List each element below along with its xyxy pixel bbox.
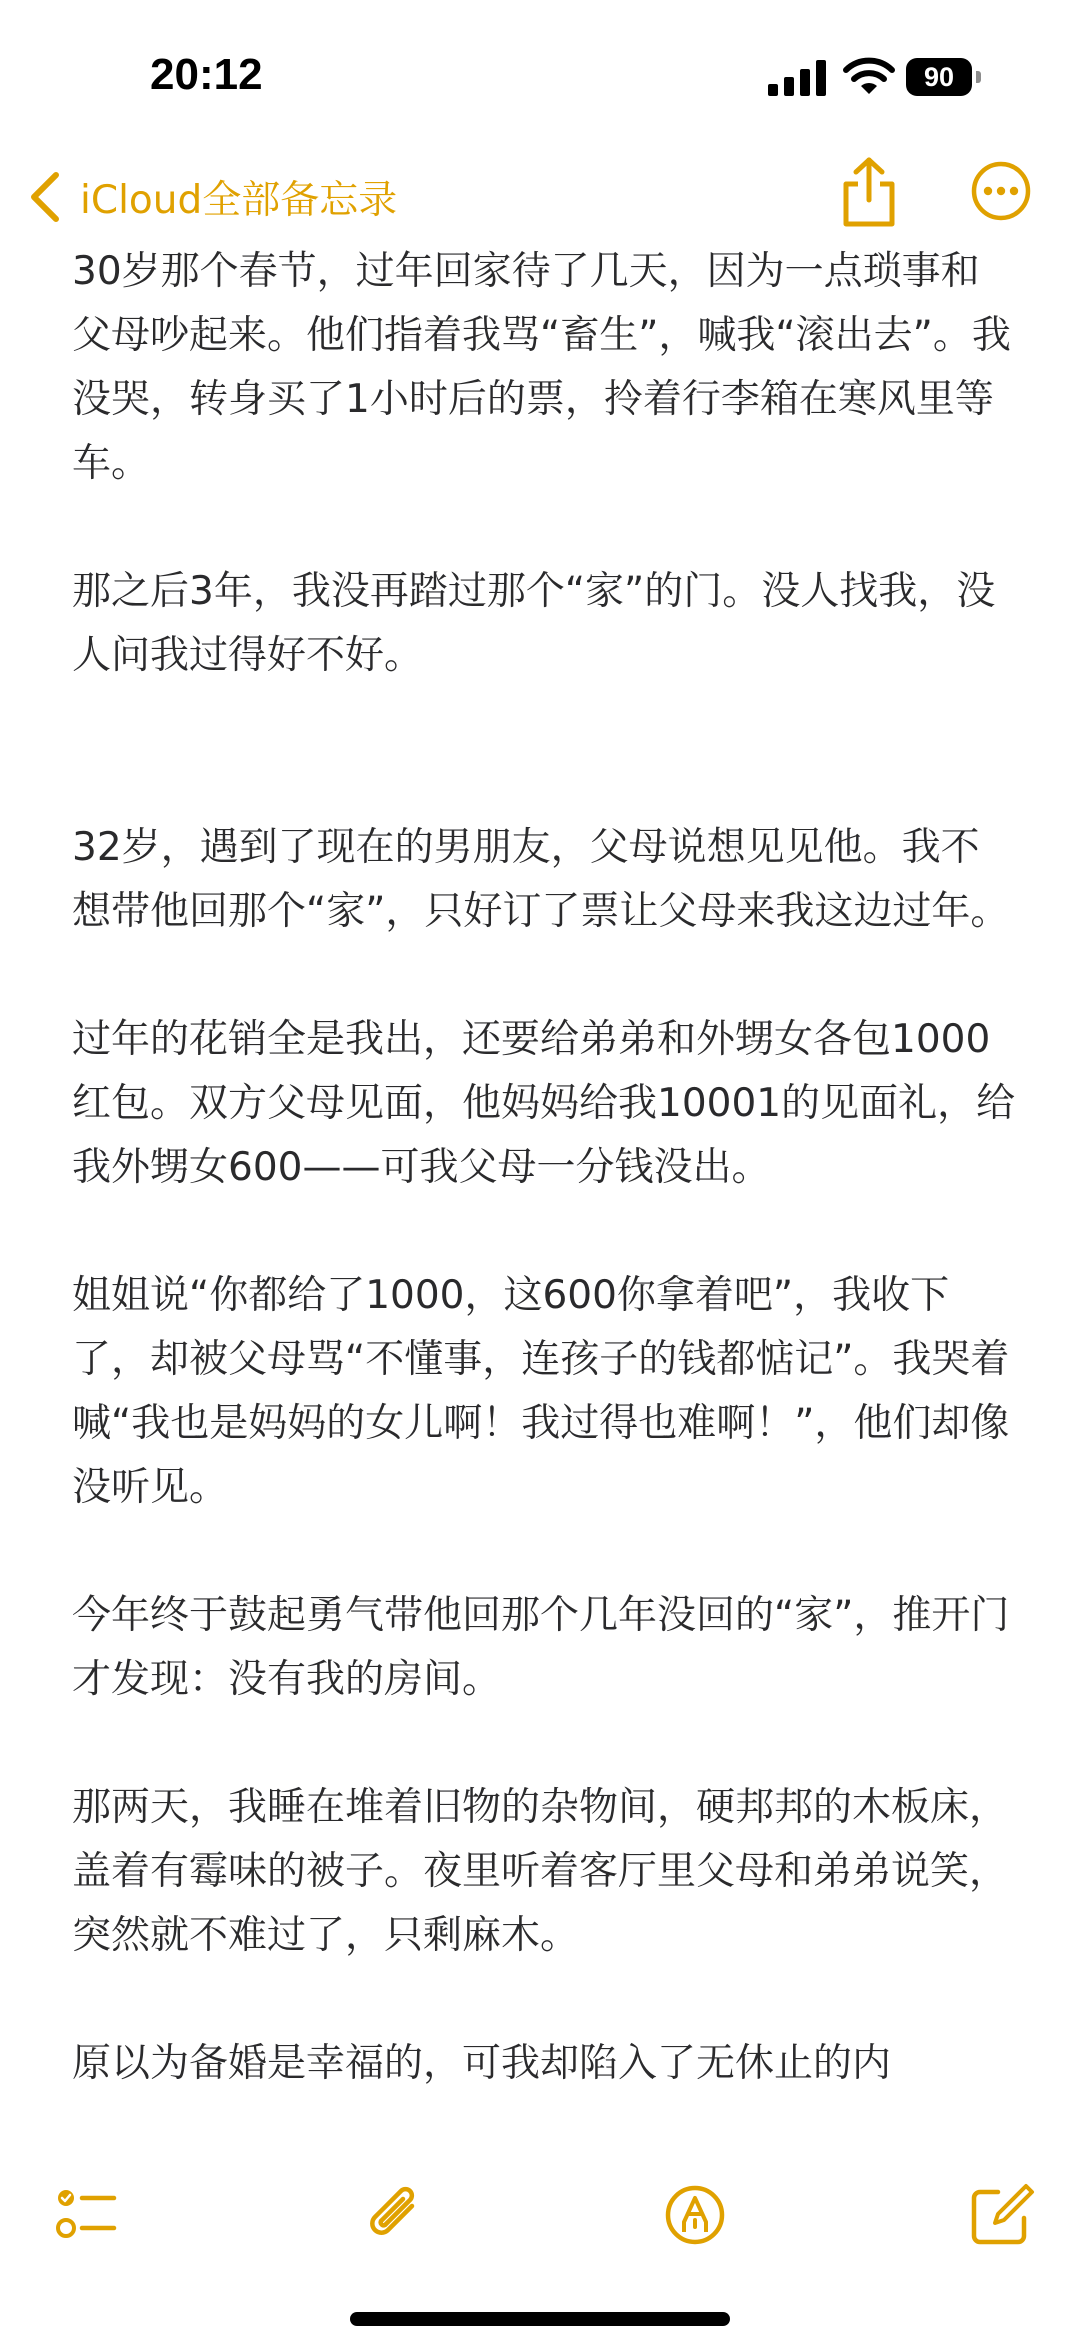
note-paragraph: 32岁，遇到了现在的男朋友，父母说想见见他。我不想带他回那个“家”，只好订了票让父母来我这边过年。 <box>72 825 1010 934</box>
blank-line <box>72 1200 1018 1264</box>
note-paragraph: 姐姐说“你都给了1000，这600你拿着吧”，我收下了，却被父母骂“不懂事，连孩子的钱都惦记”。我哭着喊“我也是妈妈的女儿啊！我过得也难啊！”，他们却像没听见。 <box>72 1273 1010 1510</box>
signal-icon <box>768 60 828 96</box>
checklist-icon[interactable] <box>52 2180 122 2250</box>
blank-line <box>72 496 1018 560</box>
note-paragraph: 那两天，我睡在堆着旧物的杂物间，硬邦邦的木板床，盖着有霉味的被子。夜里听着客厅里父母和弟弟说笑，突然就不难过了，只剩麻木。 <box>72 1785 1009 1958</box>
home-indicator[interactable] <box>350 2312 730 2326</box>
bottom-toolbar <box>0 2180 1080 2280</box>
blank-line <box>72 1712 1018 1776</box>
chevron-left-icon <box>28 171 62 223</box>
note-paragraph: 今年终于鼓起勇气带他回那个几年没回的“家”，推开门才发现：没有我的房间。 <box>72 1593 1010 1702</box>
nav-bar <box>0 150 1080 240</box>
blank-line <box>72 1520 1018 1584</box>
battery-tip <box>976 71 981 83</box>
blank-line <box>72 688 1018 816</box>
status-time: 20:12 <box>150 50 263 99</box>
note-paragraph: 那之后3年，我没再踏过那个“家”的门。没人找我，没人问我过得好不好。 <box>72 569 996 678</box>
note-paragraph: 30岁那个春节，过年回家待了几天，因为一点琐事和父母吵起来。他们指着我骂“畜生”，喊我“滚出去”。我没哭，转身买了1小时后的票，拎着行李箱在寒风里等车。 <box>72 249 1011 486</box>
back-label: iCloud全部备忘录 <box>80 178 398 223</box>
markup-pen-icon[interactable] <box>660 2180 730 2250</box>
back-button[interactable] <box>28 162 397 232</box>
wifi-icon <box>842 56 896 96</box>
note-body[interactable] <box>72 240 1018 2096</box>
blank-line <box>72 944 1018 1008</box>
battery-icon <box>906 58 984 96</box>
battery-level: 90 <box>923 62 955 92</box>
compose-icon[interactable] <box>966 2180 1036 2250</box>
share-icon[interactable] <box>838 156 900 228</box>
note-paragraph: 原以为备婚是幸福的，可我却陷入了无休止的内 <box>72 2041 892 2086</box>
status-bar <box>0 0 1080 150</box>
paperclip-icon[interactable] <box>360 2180 430 2250</box>
more-icon[interactable] <box>970 160 1032 222</box>
blank-line <box>72 1968 1018 2032</box>
note-paragraph: 过年的花销全是我出，还要给弟弟和外甥女各包1000红包。双方父母见面，他妈妈给我10001的见面礼，给我外甥女600——可我父母一分钱没出。 <box>72 1017 1016 1190</box>
